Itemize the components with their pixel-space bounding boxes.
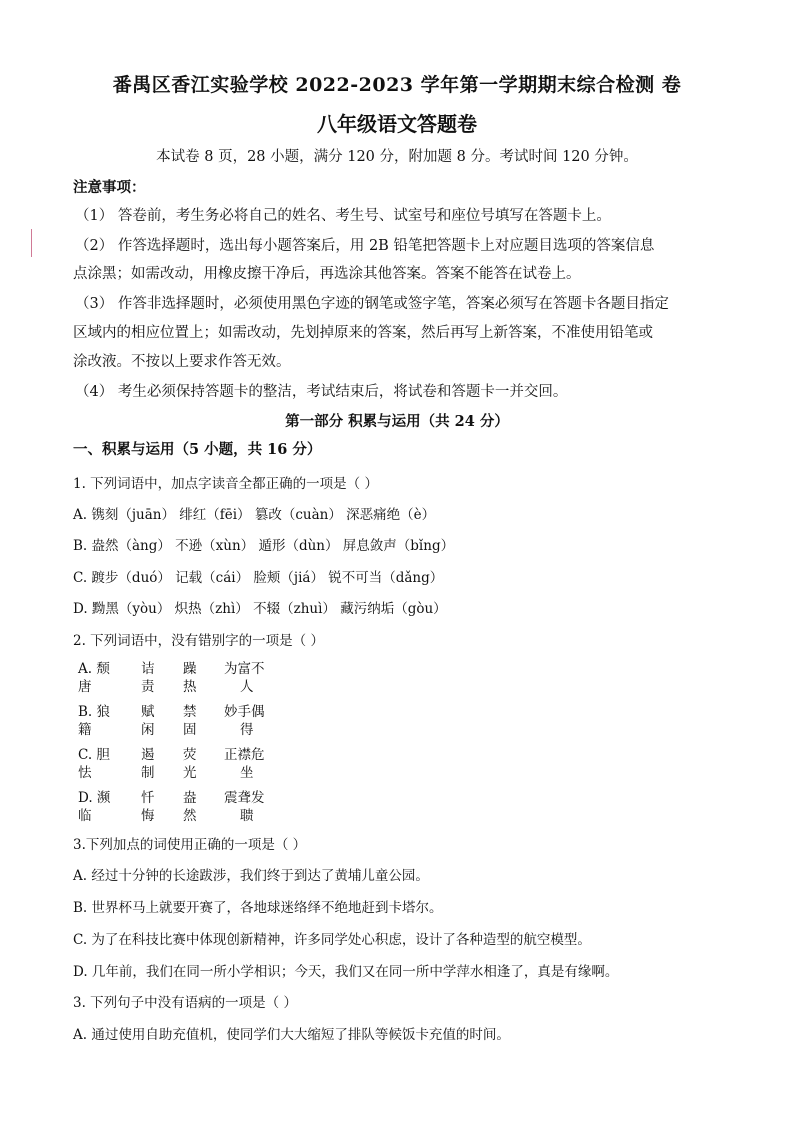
q2-cell: D. 濒 — [78, 790, 111, 806]
question-1-option: D. 黝黑（yòu） 炽热（zhì） 不辍（zhuì） 藏污纳垢（gòu） — [73, 601, 447, 617]
section-heading: 一、积累与运用（5 小题，共 16 分） — [73, 441, 322, 458]
part-heading: 第一部分 积累与运用（共 24 分） — [285, 413, 509, 430]
exam-title: 番禺区香江实验学校 2022-2023 学年第一学期期末综合检测 卷 — [112, 74, 682, 96]
notice-heading: 注意事项： — [73, 179, 146, 196]
question-3-option: D. 几年前，我们在同一所小学相识；今天，我们又在同一所中学萍水相逢了，真是有缘啊。 — [73, 964, 619, 980]
question-2-stem: 2. 下列词语中，没有错别字的一项是（ ） — [73, 633, 324, 649]
notice-line: （1） 答卷前，考生务必将自己的姓名、考生号、试室号和座位号填写在答题卡上。 — [75, 208, 611, 224]
notice-line: 涂改液。不按以上要求作答无效。 — [73, 354, 291, 370]
q2-cell: 忏 — [141, 790, 155, 806]
q2-cell: 坐 — [240, 765, 254, 781]
q2-cell: 震聋发 — [224, 790, 265, 806]
q2-cell: 然 — [183, 808, 197, 824]
q2-cell: 躁 — [183, 661, 197, 677]
q2-cell: 聩 — [240, 808, 254, 824]
q2-cell: 为富不 — [224, 661, 265, 677]
q2-cell: 遏 — [141, 747, 155, 763]
q2-cell: A. 颓 — [78, 661, 110, 677]
q2-cell: 责 — [141, 679, 155, 695]
notice-line: （3） 作答非选择题时，必须使用黑色字迹的钢笔或签字笔，答案必须写在答题卡各题目指定 — [75, 296, 669, 312]
q2-cell: 人 — [240, 679, 254, 695]
q2-cell: C. 胆 — [78, 747, 110, 763]
q2-cell: B. 狼 — [78, 704, 111, 720]
q2-cell: 诘 — [141, 661, 155, 677]
q2-cell: 怯 — [78, 765, 92, 781]
notice-line: （2） 作答选择题时，选出每小题答案后，用 2B 铅笔把答题卡上对应题目选项的答案信息 — [75, 238, 655, 254]
q2-cell: 妙手偶 — [224, 704, 265, 720]
q2-cell: 禁 — [183, 704, 197, 720]
question-1-stem: 1. 下列词语中，加点字读音全都正确的一项是（ ） — [73, 476, 378, 492]
q2-cell: 荧 — [183, 747, 197, 763]
question-3-option: A. 经过十分钟的长途跋涉，我们终于到达了黄埔儿童公园。 — [73, 868, 429, 884]
q2-cell: 闲 — [141, 722, 155, 738]
q2-cell: 光 — [183, 765, 197, 781]
notice-line: 点涂黑；如需改动，用橡皮擦干净后，再选涂其他答案。答案不能答在试卷上。 — [73, 266, 581, 282]
q2-cell: 正襟危 — [224, 747, 265, 763]
exam-subtitle: 八年级语文答题卷 — [317, 112, 477, 136]
question-3-option: B. 世界杯马上就要开赛了，各地球迷络绎不绝地赶到卡塔尔。 — [73, 900, 443, 916]
notice-line: 区域内的相应位置上；如需改动，先划掉原来的答案，然后再写上新答案，不准使用铅笔或 — [73, 325, 653, 341]
exam-intro: 本试卷 8 页，28 小题，满分 120 分，附加题 8 分。考试时间 120 分钟。 — [156, 149, 638, 165]
question-3-stem: 3.下列加点的词使用正确的一项是（ ） — [73, 837, 307, 853]
question-4-option: A. 通过使用自助充值机，使同学们大大缩短了排队等候饭卡充值的时间。 — [73, 1027, 510, 1043]
q2-cell: 盎 — [183, 790, 197, 806]
question-1-option: C. 踱步（duó） 记载（cái） 脸颊（jiá） 锐不可当（dǎng） — [73, 570, 444, 586]
q2-cell: 得 — [240, 722, 254, 738]
q2-cell: 固 — [183, 722, 197, 738]
question-3-option: C. 为了在科技比赛中体现创新精神，许多同学处心积虑，设计了各种造型的航空模型。 — [73, 932, 591, 948]
q2-cell: 悔 — [141, 808, 155, 824]
q2-cell: 临 — [78, 808, 92, 824]
q2-cell: 唐 — [78, 679, 92, 695]
notice-line: （4） 考生必须保持答题卡的整洁，考试结束后，将试卷和答题卡一并交回。 — [75, 384, 568, 400]
question-4-stem: 3. 下列句子中没有语病的一项是（ ） — [73, 995, 297, 1011]
q2-cell: 赋 — [141, 704, 155, 720]
q2-cell: 籍 — [78, 722, 92, 738]
question-1-option: B. 盎然（àng） 不逊（xùn） 遁形（dùn） 屏息敛声（bǐng） — [73, 538, 455, 554]
q2-cell: 热 — [183, 679, 197, 695]
margin-mark — [31, 229, 32, 257]
question-1-option: A. 镌刻（juān） 绯红（fēi） 篡改（cuàn） 深恶痛绝（è） — [73, 507, 436, 523]
q2-cell: 制 — [141, 765, 155, 781]
